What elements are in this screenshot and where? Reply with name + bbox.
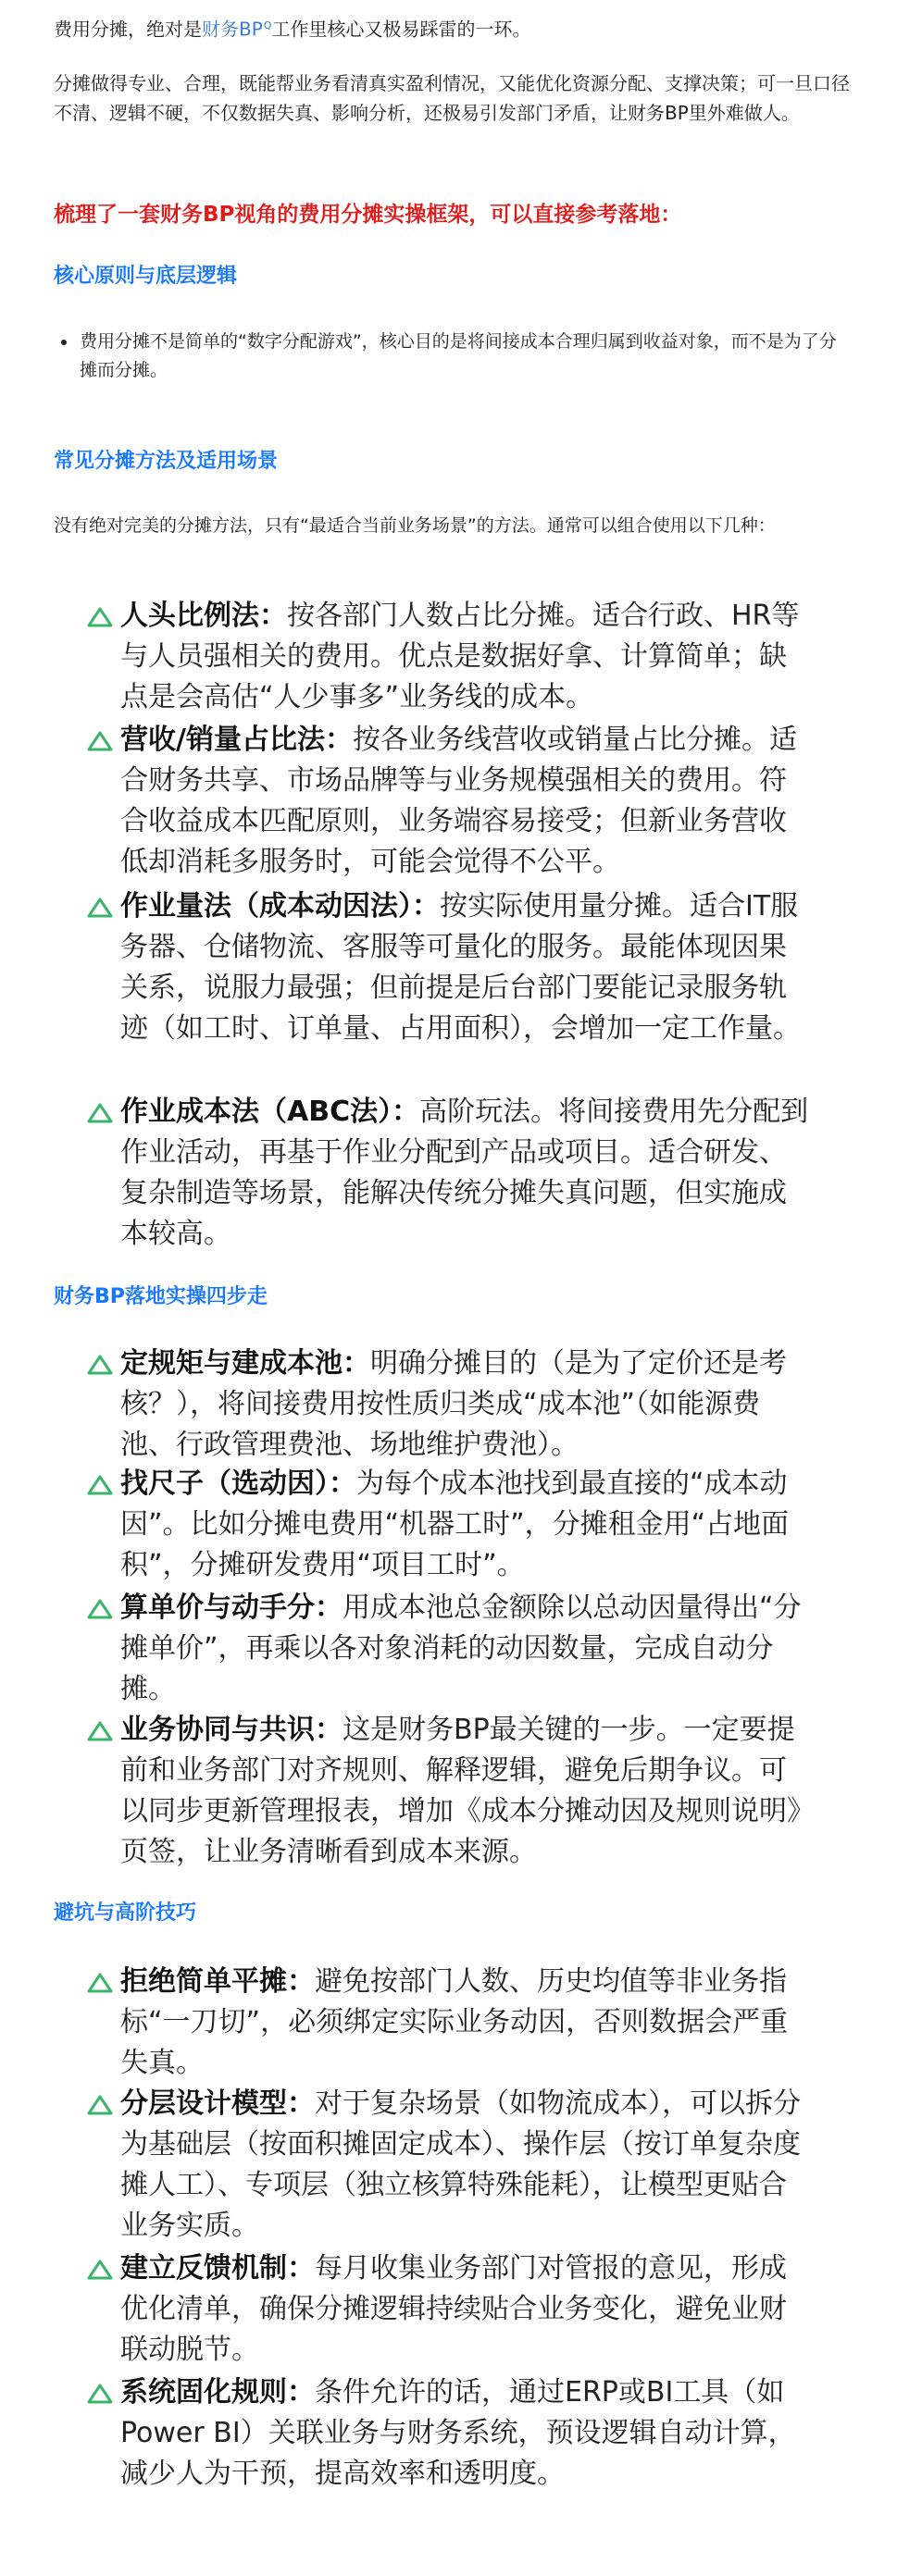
tip-desc: 条件允许的话，通过ERP或BI工具（如Power BI）关联业务与财务系统，预设逻辑自动计算，减少人为干预，提高效率和透明度。 bbox=[120, 2376, 796, 2490]
bullet-dot bbox=[61, 340, 67, 345]
tip-desc: 避免按部门人数、历史均值等非业务指标“一刀切”，必须绑定实际业务动因，否则数据会严重失真。 bbox=[120, 1965, 789, 2079]
intro-text-pre: 费用分摊，绝对是 bbox=[54, 18, 202, 41]
bullet-text: 费用分摊不是简单的“数字分配游戏”，核心目的是将间接成本合理归属到收益对象，而不是为了分摊而分摊。 bbox=[80, 331, 837, 380]
methods-intro: 没有绝对完美的分摊方法，只有“最适合当前业务场景”的方法。通常可以组合使用以下几种： bbox=[54, 515, 776, 536]
method-item bbox=[87, 1092, 809, 1258]
step-desc: 明确分摊目的（是为了定价还是考核？），将间接费用按性质归类成“成本池”（如能源费池、行政管理费池、场地维护费池）。 bbox=[120, 1347, 787, 1461]
step-item bbox=[87, 1344, 809, 1464]
triangle-outline-icon bbox=[87, 1355, 113, 1375]
triangle-outline-icon bbox=[87, 2095, 113, 2115]
intro-paragraph: 分摊做得专业、合理，既能帮业务看清真实盈利情况，又能优化资源分配、支撑决策；可一旦口径不清、逻辑不硬，不仅数据失真、影响分析，还极易引发部门矛盾，让财务BP里外难做人。 bbox=[54, 72, 850, 124]
triangle-outline-icon bbox=[87, 898, 113, 918]
section-heading-principles: 核心原则与底层逻辑 bbox=[54, 265, 238, 288]
step-item bbox=[87, 1588, 809, 1708]
step-desc: 用成本池总金额除以总动因量得出“分摊单价”，再乘以各对象消耗的动因数量，完成自动分摊。 bbox=[120, 1591, 802, 1705]
step-item bbox=[87, 1464, 809, 1584]
tip-item bbox=[87, 1962, 809, 2082]
list-item bbox=[61, 328, 839, 385]
step-desc: 为每个成本池找到最直接的“成本动因”。比如分摊电费用“机器工时”，分摊租金用“占地面积”，分摊研发费用“项目工时”。 bbox=[120, 1468, 790, 1581]
finance-bp-link[interactable]: 财务BP bbox=[202, 18, 263, 41]
triangle-outline-icon bbox=[87, 2260, 113, 2280]
method-title: 作业成本法（ABC法）： bbox=[120, 1096, 420, 1128]
triangle-outline-icon bbox=[87, 1599, 113, 1619]
tip-title: 分层设计模型： bbox=[120, 2087, 315, 2120]
triangle-outline-icon bbox=[87, 731, 113, 751]
tip-item bbox=[87, 2248, 809, 2369]
tip-desc: 对于复杂场景（如物流成本），可以拆分为基础层（按面积摊固定成本）、操作层（按订单复杂度摊人工）、专项层（独立核算特殊能耗），让模型更贴合业务实质。 bbox=[120, 2087, 801, 2242]
step-title: 业务协同与共识： bbox=[120, 1714, 343, 1746]
intro-line bbox=[54, 11, 868, 44]
step-item bbox=[87, 1710, 809, 1876]
section-heading-methods: 常见分摊方法及适用场景 bbox=[54, 450, 279, 473]
section-heading-tips: 避坑与高阶技巧 bbox=[54, 1901, 197, 1925]
tip-title: 系统固化规则： bbox=[120, 2376, 315, 2409]
method-desc: 按实际使用量分摊。适合IT服务器、仓储物流、客服等可量化的服务。最能体现因果关系，说服力最强；但前提是后台部门要能记录服务轨迹（如工时、订单量、占用面积），会增加一定工作量。 bbox=[120, 890, 801, 1045]
step-title: 算单价与动手分： bbox=[120, 1591, 343, 1624]
triangle-outline-icon bbox=[87, 1103, 113, 1123]
method-desc: 按各部门人数占比分摊。适合行政、HR等与人员强相关的费用。优点是数据好拿、计算简单；缺点是会高估“人少事多”业务线的成本。 bbox=[120, 600, 800, 713]
tip-item bbox=[87, 2372, 809, 2493]
step-title: 定规矩与建成本池： bbox=[120, 1347, 370, 1380]
triangle-outline-icon bbox=[87, 1475, 113, 1495]
method-title: 作业量法（成本动因法）： bbox=[120, 890, 440, 923]
method-item bbox=[87, 720, 809, 886]
tip-title: 拒绝简单平摊： bbox=[120, 1965, 315, 1998]
step-desc: 这是财务BP最关键的一步。一定要提前和业务部门对齐规则、解释逻辑，避免后期争议。可以同步更新管理报表，增加《成本分摊动因及规则说明》页签，让业务清晰看到成本来源。 bbox=[120, 1714, 801, 1868]
section-heading-steps: 财务BP落地实操四步走 bbox=[54, 1285, 268, 1308]
intro-text-post: 工作里核心又极易踩雷的一环。 bbox=[271, 18, 531, 41]
tip-item bbox=[87, 2084, 809, 2247]
tip-title: 建立反馈机制： bbox=[120, 2252, 315, 2285]
triangle-outline-icon bbox=[87, 2384, 113, 2404]
triangle-outline-icon bbox=[87, 1973, 113, 1993]
method-desc: 按各业务线营收或销量占比分摊。适合财务共享、市场品牌等与业务规模强相关的费用。符合收益成本匹配原则，业务端容易接受；但新业务营收低却消耗多服务时，可能会觉得不公平。 bbox=[120, 724, 797, 878]
method-item bbox=[87, 886, 809, 1090]
method-item bbox=[87, 596, 809, 716]
method-title: 人头比例法： bbox=[120, 600, 287, 632]
method-title: 营收/销量占比法： bbox=[120, 724, 353, 756]
tip-desc: 每月收集业务部门对管报的意见，形成优化清单，确保分摊逻辑持续贴合业务变化，避免业财联动脱节。 bbox=[120, 2252, 787, 2366]
framework-heading: 梳理了一套财务BP视角的费用分摊实操框架，可以直接参考落地： bbox=[54, 203, 682, 227]
triangle-outline-icon bbox=[87, 607, 113, 627]
search-icon[interactable]: Q bbox=[263, 19, 272, 31]
method-desc: 高阶玩法。将间接费用先分配到作业活动，再基于作业分配到产品或项目。适合研发、复杂制造等场景，能解决传统分摊失真问题，但实施成本较高。 bbox=[120, 1096, 809, 1250]
step-title: 找尺子（选动因）： bbox=[120, 1468, 356, 1500]
triangle-outline-icon bbox=[87, 1721, 113, 1741]
